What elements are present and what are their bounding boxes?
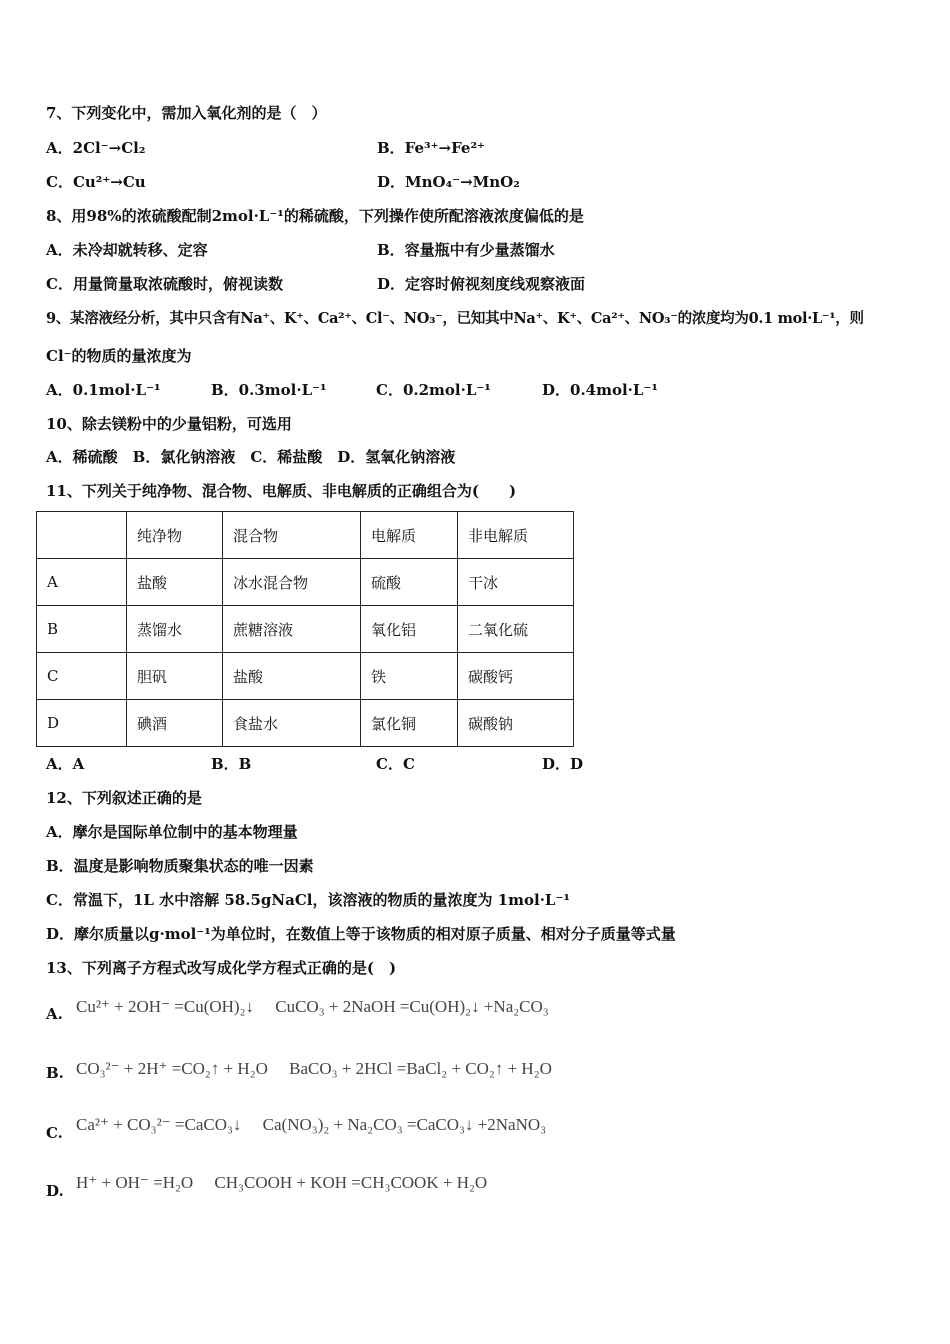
q7-option-d: D．MnO₄⁻→MnO₂ (377, 173, 520, 191)
table-cell (37, 512, 127, 559)
table-cell: 铁 (361, 653, 458, 700)
q13-label-c: C. (46, 1124, 63, 1142)
q7-option-c: C．Cu²⁺→Cu (46, 173, 146, 191)
q13-equation-c: Ca²⁺ + CO₃²⁻ =CaCO₃↓ Ca(NO₃)₂ + Na₂CO₃ =CaCO₃↓ +2NaNO₃ (76, 1115, 547, 1134)
q12-option-d: D．摩尔质量以g·mol⁻¹为单位时，在数值上等于该物质的相对原子质量、相对分子质量等式量 (46, 925, 676, 943)
q11-option-d: D．D (542, 755, 584, 773)
q13-equation-b: CO₃²⁻ + 2H⁺ =CO₂↑ + H₂O BaCO₃ + 2HCl =BaCl₂ + CO₂↑ + H₂O (76, 1059, 552, 1078)
q13-equation-a: Cu²⁺ + 2OH⁻ =Cu(OH)₂↓ CuCO₃ + 2NaOH =Cu(OH)₂↓ +Na₂CO₃ (76, 997, 549, 1016)
q8-option-a: A．未冷却就转移、定容 (46, 241, 208, 259)
q9-option-a: A．0.1mol·L⁻¹ (46, 381, 161, 399)
table-cell: 混合物 (223, 512, 361, 559)
table-row (37, 606, 574, 653)
table-cell: 胆矾 (127, 653, 223, 700)
q9-option-b: B．0.3mol·L⁻¹ (211, 381, 327, 399)
q11-table (36, 511, 574, 747)
q7-option-b: B．Fe³⁺→Fe²⁺ (377, 139, 485, 157)
table-cell: C (37, 653, 127, 700)
q13-label-d: D. (46, 1182, 64, 1200)
table-cell: 蔗糖溶液 (223, 606, 361, 653)
table-row (37, 700, 574, 747)
q8-stem: 8、用98%的浓硫酸配制2mol·L⁻¹的稀硫酸，下列操作使所配溶液浓度偏低的是 (46, 207, 584, 225)
table-cell: B (37, 606, 127, 653)
table-cell: 盐酸 (127, 559, 223, 606)
q7-option-a: A．2Cl⁻→Cl₂ (46, 139, 146, 157)
q8-option-d: D．定容时俯视刻度线观察液面 (377, 275, 586, 293)
q12-option-b: B．温度是影响物质聚集状态的唯一因素 (46, 857, 314, 875)
table-cell: 干冰 (458, 559, 574, 606)
q9-option-d: D．0.4mol·L⁻¹ (542, 381, 658, 399)
table-cell: D (37, 700, 127, 747)
table-cell: 碘酒 (127, 700, 223, 747)
q13-equation-d: H⁺ + OH⁻ =H₂O CH₃COOH + KOH =CH₃COOK + H₂O (76, 1173, 488, 1192)
q11-option-b: B．B (211, 755, 252, 773)
q12-stem: 12、下列叙述正确的是 (46, 789, 202, 807)
q9-stem: 9、某溶液经分析，其中只含有Na⁺、K⁺、Ca²⁺、Cl⁻、NO₃⁻，已知其中Na⁺、K⁺、Ca²⁺、NO₃⁻的浓度均为0.1 mol·L⁻¹，则 (46, 310, 864, 327)
table-cell: 二氧化硫 (458, 606, 574, 653)
table-row (37, 512, 574, 559)
q9-stem-cont: Cl⁻的物质的量浓度为 (46, 347, 192, 365)
q10-stem: 10、除去镁粉中的少量铝粉，可选用 (46, 415, 292, 433)
table-cell: A (37, 559, 127, 606)
table-cell: 硫酸 (361, 559, 458, 606)
table-row (37, 653, 574, 700)
table-cell: 氯化铜 (361, 700, 458, 747)
q12-option-c: C．常温下，1L 水中溶解 58.5gNaCl，该溶液的物质的量浓度为 1mol·L⁻¹ (46, 891, 570, 909)
q13-label-b: B. (46, 1064, 64, 1082)
table-cell: 非电解质 (458, 512, 574, 559)
table-cell: 蒸馏水 (127, 606, 223, 653)
q11-option-a: A．A (46, 755, 85, 773)
q8-option-b: B．容量瓶中有少量蒸馏水 (377, 241, 555, 259)
q9-option-c: C．0.2mol·L⁻¹ (376, 381, 491, 399)
table-cell: 盐酸 (223, 653, 361, 700)
table-cell: 碳酸钙 (458, 653, 574, 700)
q13-stem: 13、下列离子方程式改写成化学方程式正确的是( ) (46, 959, 397, 977)
q7-stem: 7、下列变化中，需加入氧化剂的是（ ） (46, 104, 327, 122)
table-cell: 冰水混合物 (223, 559, 361, 606)
table-cell: 氧化铝 (361, 606, 458, 653)
q10-options: A．稀硫酸 B．氯化钠溶液 C．稀盐酸 D．氢氧化钠溶液 (46, 448, 456, 466)
q11-option-c: C．C (376, 755, 415, 773)
q12-option-a: A．摩尔是国际单位制中的基本物理量 (46, 823, 298, 841)
q11-stem: 11、下列关于纯净物、混合物、电解质、非电解质的正确组合为( ) (46, 482, 517, 500)
table-row (37, 559, 574, 606)
table-cell: 食盐水 (223, 700, 361, 747)
q13-label-a: A. (46, 1005, 63, 1023)
table-cell: 碳酸钠 (458, 700, 574, 747)
table-cell: 电解质 (361, 512, 458, 559)
table-cell: 纯净物 (127, 512, 223, 559)
q8-option-c: C．用量筒量取浓硫酸时，俯视读数 (46, 275, 283, 293)
